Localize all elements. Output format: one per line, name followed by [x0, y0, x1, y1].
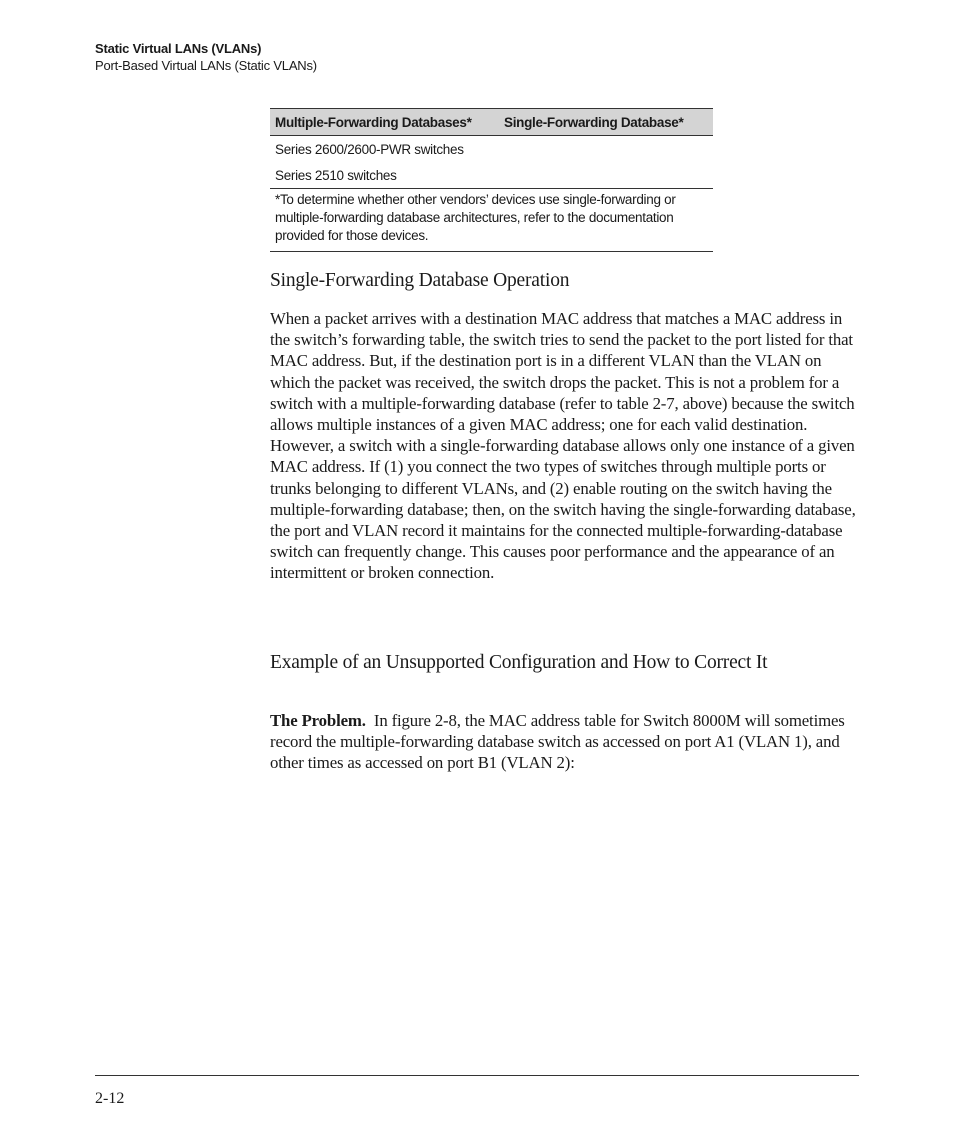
problem-text: In figure 2-8, the MAC address table for Switch 8000M will sometimes record the multiple-forwarding database switch as accessed on port A1 (VLAN 1), and other times as accessed on port B1 (VLAN 2): — [270, 711, 845, 773]
section-heading-unsupported-config: Example of an Unsupported Configuration and How to Correct It — [270, 652, 768, 673]
section-heading-single-forwarding: Single-Forwarding Database Operation — [270, 270, 570, 291]
body-paragraph: When a packet arrives with a destination MAC address that matches a MAC address in the switch’s forwarding table, the switch tries to send the packet to the port listed for that MAC address. But, if the destination port is in a different VLAN than the VLAN on which the packet was received, the switch drops the packet. This is not a problem for a switch with a multiple-forwarding database (refer to table 2-7, above) because the switch allows multiple instances of a given MAC address; one for each valid destination. However, a switch with a single-forwarding database allows only one instance of a given MAC address. If (1) you connect the two types of switches through multiple ports or trunks belonging to different VLANs, and (2) enable routing on the switch having the multiple-forwarding database; then, on the switch having the single-forwarding database, the port and VLAN record it maintains for the connected multiple-forwarding-database switch can frequently change. This causes poor performance and the appearance of an intermittent or broken connection. — [270, 309, 856, 583]
page-number: 2-12 — [95, 1090, 125, 1107]
running-head — [95, 40, 317, 74]
table-footnote: *To determine whether other vendors’ devices use single-forwarding or multiple-forwarding database architectures, refer to the documentation provided for those devices. — [270, 188, 713, 252]
running-head-chapter: Static Virtual LANs (VLANs) — [95, 41, 262, 56]
footer-divider — [95, 1075, 859, 1076]
running-head-section: Port-Based Virtual LANs (Static VLANs) — [95, 58, 317, 73]
forwarding-database-table — [270, 108, 713, 252]
table-header-multiple: Multiple-Forwarding Databases* — [275, 114, 472, 130]
body-paragraph-problem — [270, 710, 860, 774]
table-row: Series 2600/2600-PWR switches — [275, 141, 464, 157]
table-row: Series 2510 switches — [275, 167, 397, 183]
run-in-heading: The Problem. — [270, 711, 366, 730]
table-header-row — [270, 108, 713, 136]
table-header-single: Single-Forwarding Database* — [504, 114, 684, 130]
